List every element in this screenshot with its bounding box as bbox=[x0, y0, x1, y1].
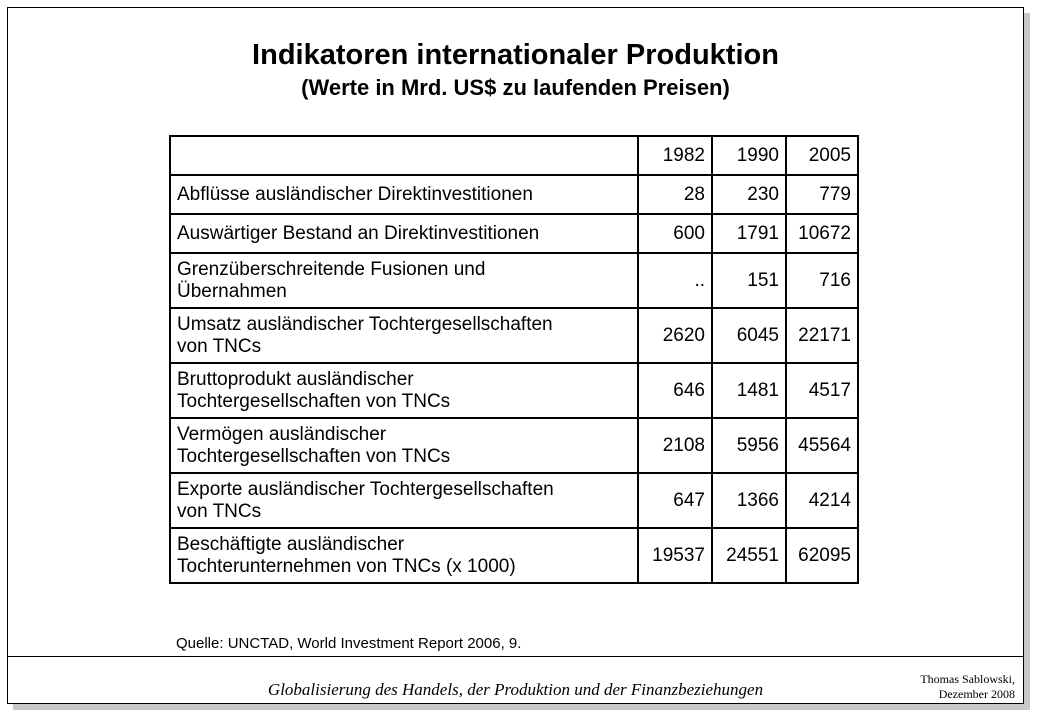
row-label-line1: Grenzüberschreitende Fusionen und bbox=[177, 258, 486, 280]
footer-divider bbox=[8, 656, 1023, 657]
row-label-line1: Exporte ausländischer Tochtergesellschaften bbox=[177, 478, 554, 500]
table-row bbox=[170, 418, 858, 473]
value-cell: 2108 bbox=[638, 418, 712, 473]
table-row bbox=[170, 214, 858, 253]
row-label-line1: Abflüsse ausländischer Direktinvestitionen bbox=[177, 183, 533, 205]
value-cell: 6045 bbox=[712, 308, 786, 363]
row-label-line2: von TNCs bbox=[177, 500, 262, 522]
row-label bbox=[170, 253, 638, 308]
row-label-line2: Tochtergesellschaften von TNCs bbox=[177, 445, 451, 467]
row-label bbox=[170, 363, 638, 418]
table-row bbox=[170, 528, 858, 583]
value-cell: 4214 bbox=[786, 473, 858, 528]
row-label-line1: Vermögen ausländischer bbox=[177, 423, 387, 445]
value-cell: 10672 bbox=[786, 214, 858, 253]
table-row bbox=[170, 175, 858, 214]
value-cell: 62095 bbox=[786, 528, 858, 583]
value-cell: 1791 bbox=[712, 214, 786, 253]
value-cell: 600 bbox=[638, 214, 712, 253]
row-label-line1: Umsatz ausländischer Tochtergesellschaften bbox=[177, 313, 553, 335]
table-row bbox=[170, 308, 858, 363]
value-cell: .. bbox=[638, 253, 712, 308]
value-cell: 2620 bbox=[638, 308, 712, 363]
value-cell: 647 bbox=[638, 473, 712, 528]
value-cell: 779 bbox=[786, 175, 858, 214]
table-row bbox=[170, 473, 858, 528]
row-label-line1: Beschäftigte ausländischer bbox=[177, 533, 405, 555]
row-label bbox=[170, 528, 638, 583]
source-note: Quelle: UNCTAD, World Investment Report 2006, 9. bbox=[176, 635, 522, 652]
slide-title-block bbox=[8, 38, 1023, 102]
value-cell: 22171 bbox=[786, 308, 858, 363]
indicator-table bbox=[169, 135, 859, 584]
value-cell: 28 bbox=[638, 175, 712, 214]
value-cell: 716 bbox=[786, 253, 858, 308]
row-label bbox=[170, 308, 638, 363]
footer-course-title: Globalisierung des Handels, der Produktion und der Finanzbeziehungen bbox=[267, 680, 764, 699]
row-label bbox=[170, 418, 638, 473]
value-cell: 45564 bbox=[786, 418, 858, 473]
row-label bbox=[170, 175, 638, 214]
value-cell: 4517 bbox=[786, 363, 858, 418]
row-label bbox=[170, 214, 638, 253]
year-header-2005: 2005 bbox=[786, 136, 858, 175]
value-cell: 230 bbox=[712, 175, 786, 214]
table-row bbox=[170, 253, 858, 308]
slide bbox=[7, 7, 1024, 704]
table-header-row bbox=[170, 136, 858, 175]
value-cell: 646 bbox=[638, 363, 712, 418]
slide-title: Indikatoren internationaler Produktion bbox=[252, 39, 779, 71]
row-label bbox=[170, 473, 638, 528]
year-header-1990: 1990 bbox=[712, 136, 786, 175]
year-header-1982: 1982 bbox=[638, 136, 712, 175]
row-label-line1: Auswärtiger Bestand an Direktinvestitionen bbox=[177, 222, 540, 244]
footer-date: Dezember 2008 bbox=[938, 687, 1015, 701]
value-cell: 5956 bbox=[712, 418, 786, 473]
row-label-line2: Tochtergesellschaften von TNCs bbox=[177, 390, 451, 412]
slide-subtitle: (Werte in Mrd. US$ zu laufenden Preisen) bbox=[301, 75, 730, 100]
value-cell: 19537 bbox=[638, 528, 712, 583]
row-label-line2: von TNCs bbox=[177, 335, 262, 357]
value-cell: 1366 bbox=[712, 473, 786, 528]
row-label-line1: Bruttoprodukt ausländischer bbox=[177, 368, 414, 390]
table-row bbox=[170, 363, 858, 418]
value-cell: 24551 bbox=[712, 528, 786, 583]
row-label-line2: Übernahmen bbox=[177, 280, 287, 302]
footer-author: Thomas Sablowski, bbox=[920, 672, 1015, 686]
row-label-line2: Tochterunternehmen von TNCs (x 1000) bbox=[177, 555, 516, 577]
value-cell: 151 bbox=[712, 253, 786, 308]
footer-author-block bbox=[920, 672, 1015, 702]
value-cell: 1481 bbox=[712, 363, 786, 418]
table-header-empty-cell bbox=[170, 136, 638, 175]
